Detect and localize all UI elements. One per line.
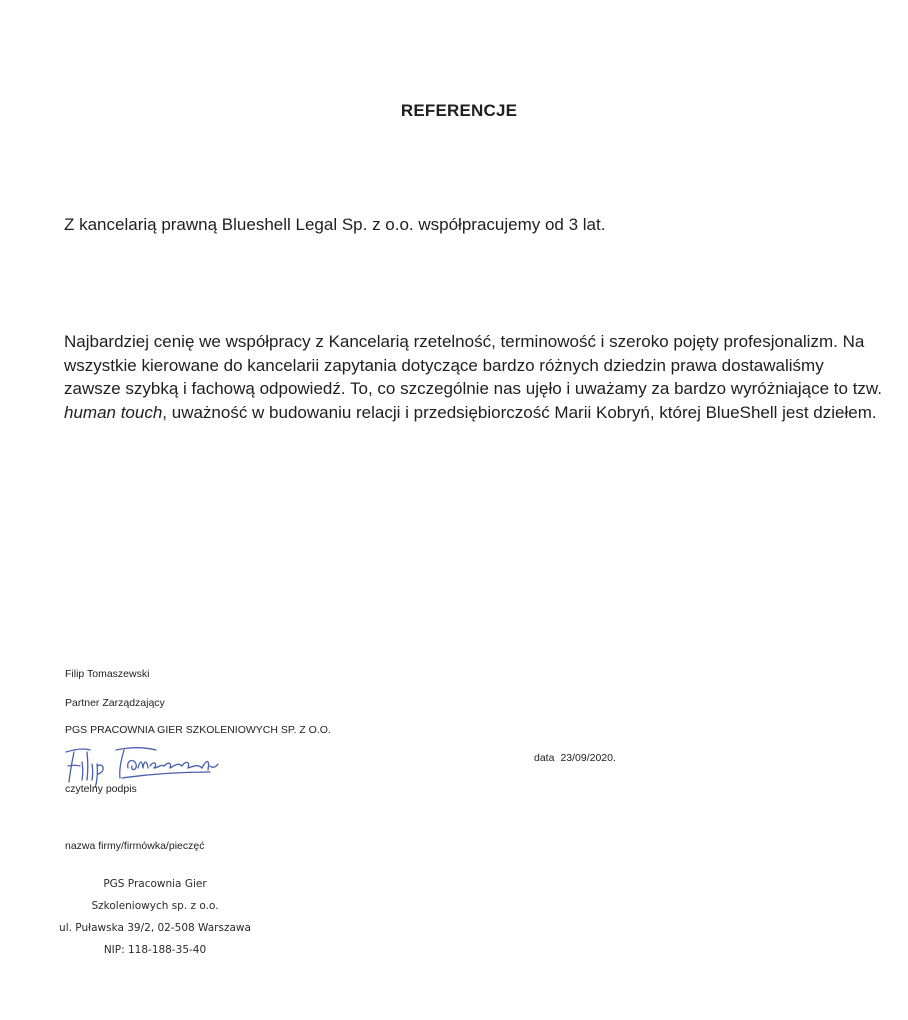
document-title: REFERENCJE	[400, 101, 518, 120]
date-label: data	[534, 752, 555, 764]
stamp-line-2: Szkoleniowych sp. z o.o.	[91, 900, 219, 912]
company-stamp	[30, 873, 280, 961]
body-text-italic: human touch	[64, 402, 163, 422]
stamp-line-4: NIP: 118-188-35-40	[103, 944, 207, 956]
signer-role: Partner Zarządzający	[65, 697, 165, 709]
signer-company: PGS PRACOWNIA GIER SZKOLENIOWYCH SP. Z O.O.	[65, 724, 331, 736]
handwritten-signature	[60, 738, 230, 788]
company-stamp-label: nazwa firmy/firmówka/pieczęć	[65, 840, 205, 852]
stamp-line-1: PGS Pracownia Gier	[103, 878, 207, 890]
body-text-part-1: Najbardziej cenię we współpracy z Kancelarią rzetelność, terminowość i szeroko pojęty profesjonalizm. Na wszystkie kierowane do kancelarii zapytania dotyczące bardzo różnych dziedzin prawa dostawaliśmy zawsze szybką i fachową odpowiedź. To, co szczególnie nas ujęło i uważamy za bardzo wyróżniające to tzw.	[64, 332, 882, 399]
date-line	[534, 752, 616, 764]
body-text-part-2: , uważność w budowaniu relacji i przedsiębiorczość Marii Kobryń, której BlueShell jest dziełem.	[162, 402, 877, 422]
stamp-line-3: ul. Puławska 39/2, 02-508 Warszawa	[59, 922, 251, 934]
body-paragraph	[64, 330, 884, 424]
intro-paragraph: Z kancelarią prawną Blueshell Legal Sp. z o.o. współpracujemy od 3 lat.	[64, 215, 606, 234]
date-value: 23/09/2020.	[560, 752, 616, 764]
signature-label: czytelny podpis	[65, 783, 137, 795]
signer-name: Filip Tomaszewski	[65, 668, 150, 680]
